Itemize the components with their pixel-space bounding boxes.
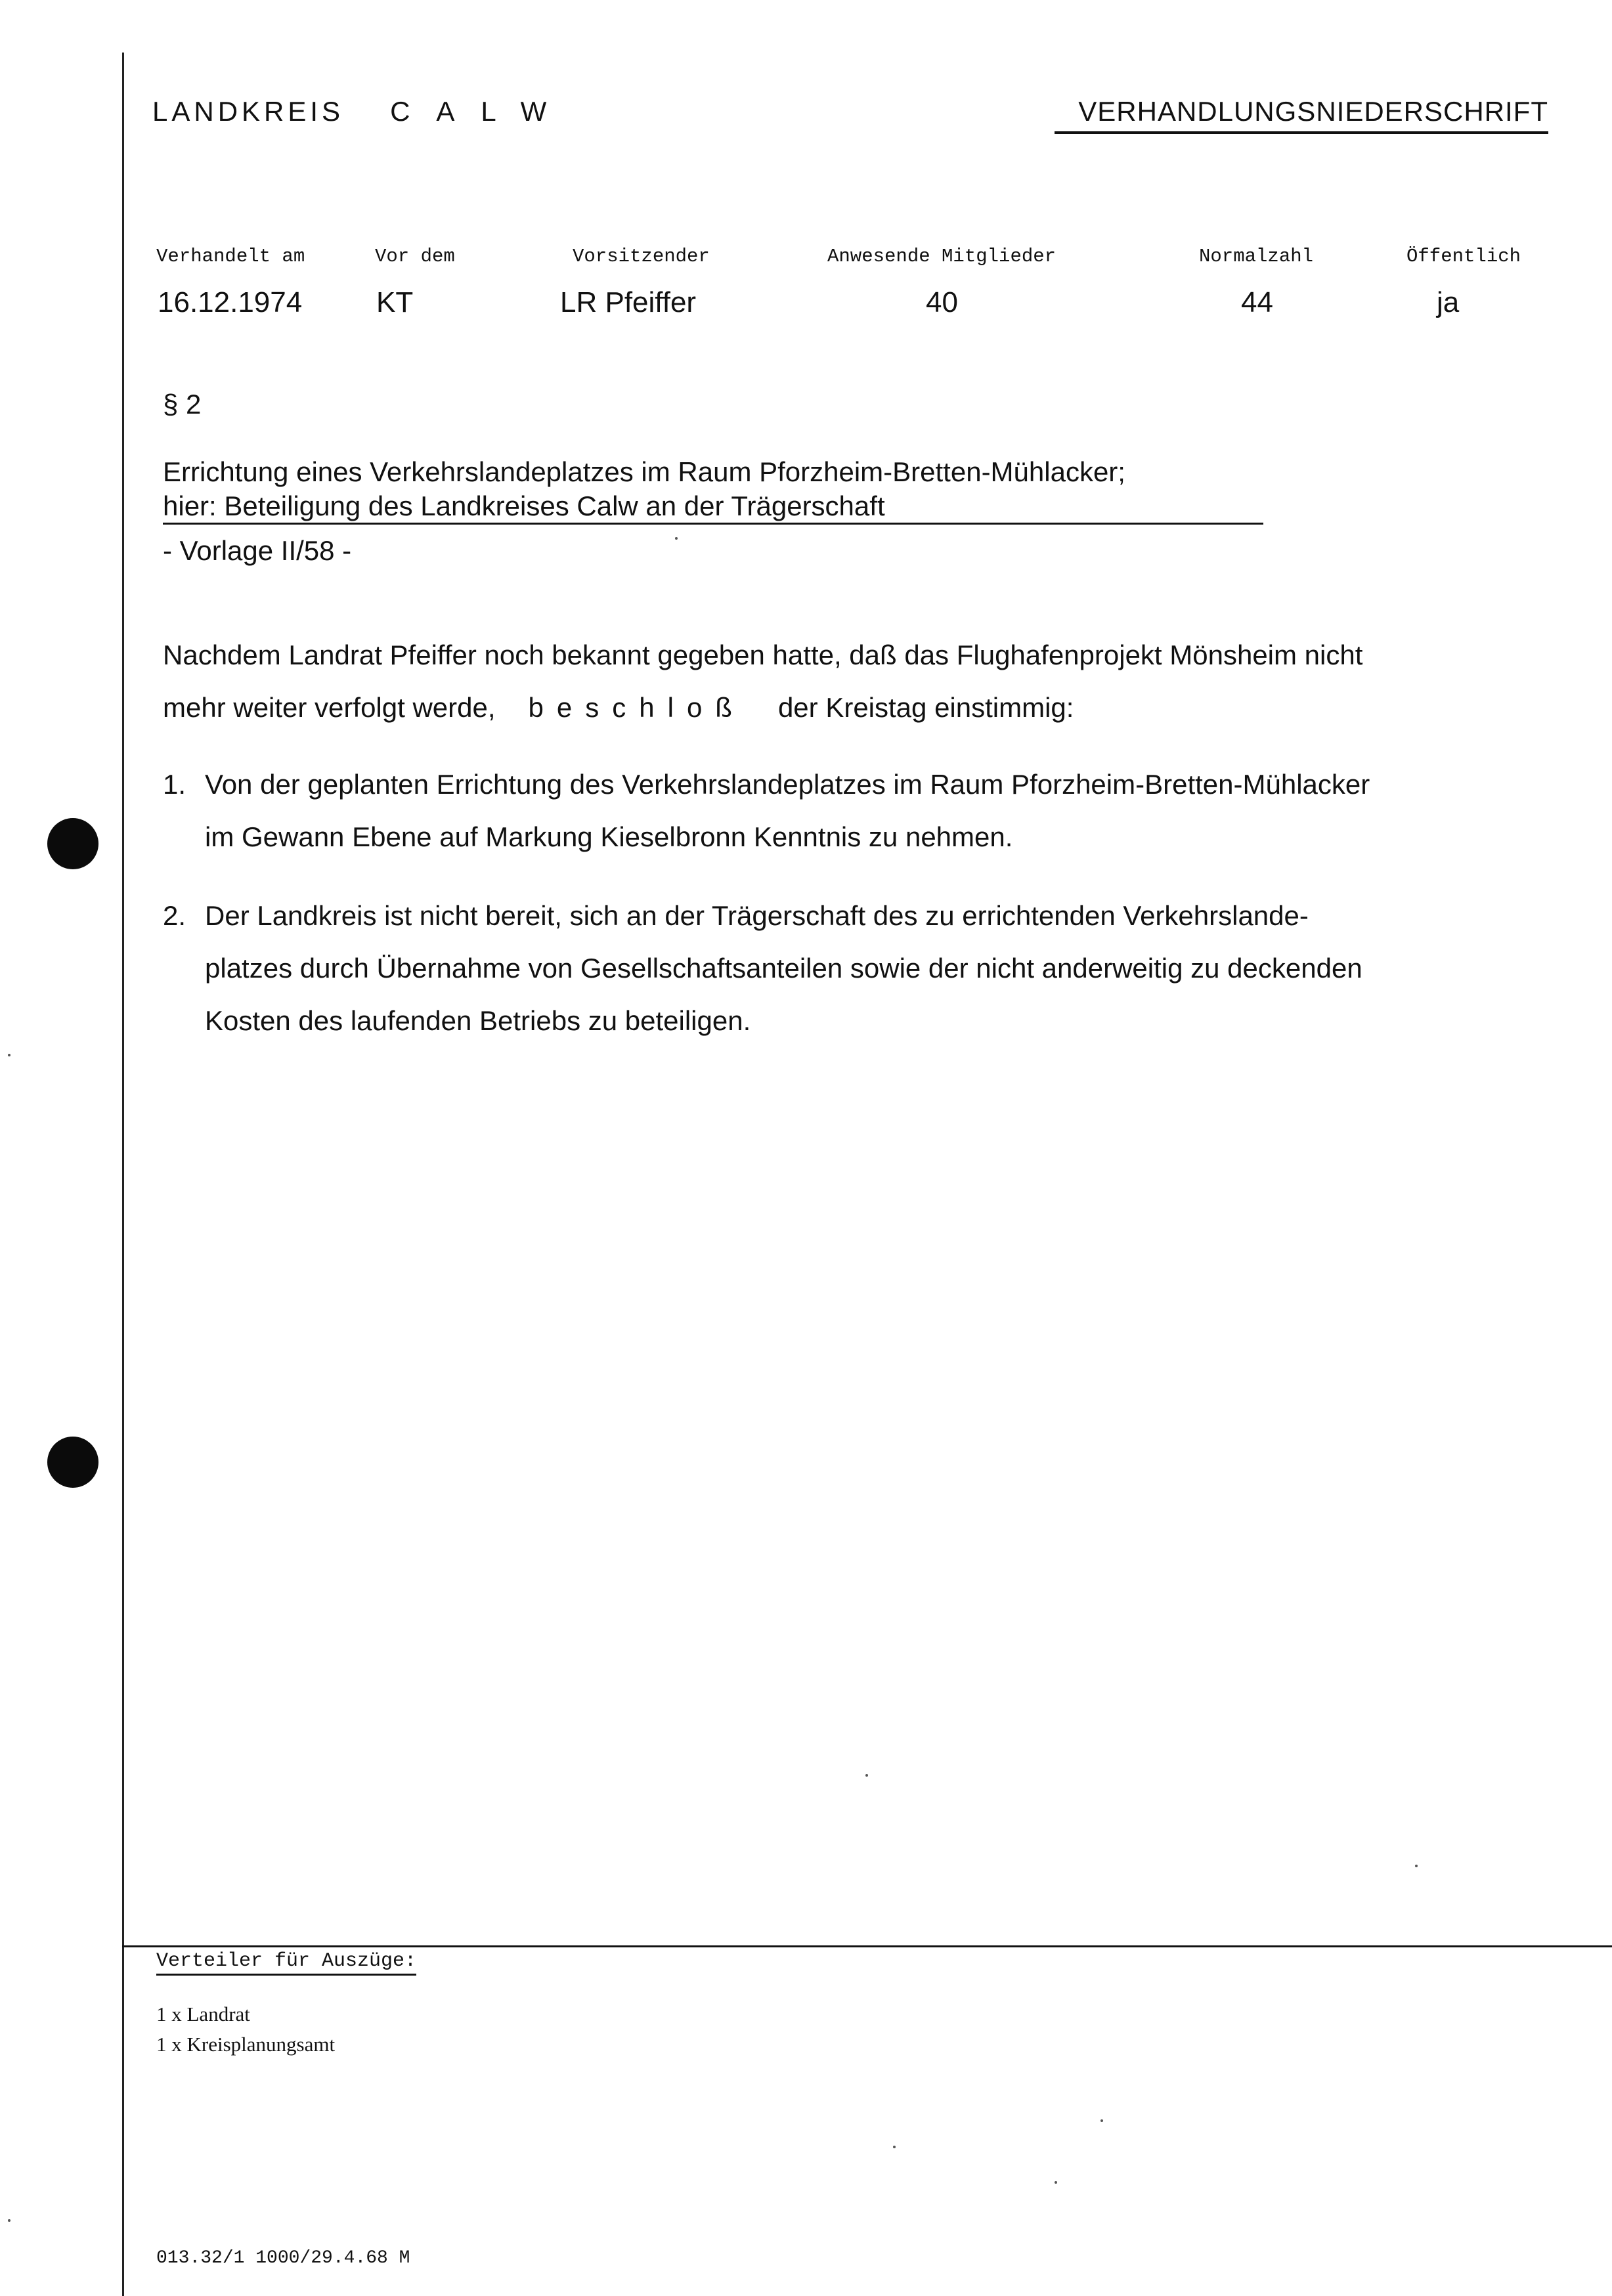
scan-speck [8, 2219, 11, 2222]
organization-name: LANDKREIS [152, 96, 345, 127]
list-item-line: Von der geplanten Errichtung des Verkehrslandeplatzes im Raum Pforzheim-Bretten-Mühlacker [205, 769, 1370, 800]
list-item-number: 1. [163, 769, 186, 800]
meta-value-public: ja [1437, 286, 1460, 318]
meta-label-body: Vor dem [375, 246, 455, 267]
form-code: 013.32/1 1000/29.4.68 M [156, 2248, 410, 2268]
scan-speck [1055, 2181, 1057, 2184]
organization-heading [152, 96, 573, 127]
list-item-line: platzes durch Übernahme von Gesellschaftsanteilen sowie der nicht anderweitig zu deckenden [205, 953, 1362, 984]
meta-value-body: KT [376, 286, 414, 318]
list-item [163, 890, 1548, 1047]
list-item-line: im Gewann Ebene auf Markung Kieselbronn Kenntnis zu nehmen. [205, 821, 1013, 852]
subject-underline [163, 523, 1263, 525]
list-item-number: 2. [163, 900, 186, 931]
agenda-subject [163, 455, 1125, 523]
resolved-keyword: beschloß [528, 692, 745, 723]
document-type: VERHANDLUNGSNIEDERSCHRIFT [1055, 96, 1548, 134]
scan-speck [1100, 2119, 1103, 2122]
meta-label-present: Anwesende Mitglieder [827, 246, 1057, 267]
intro-line-2-end: der Kreistag einstimmig: [777, 692, 1074, 723]
list-item-line: Kosten des laufenden Betriebs zu beteiligen. [205, 1005, 751, 1036]
intro-line-2-start: mehr weiter verfolgt werde, [163, 692, 496, 723]
distribution-title: Verteiler für Auszüge: [156, 1950, 416, 1976]
scan-speck [675, 537, 678, 540]
list-item-line: Der Landkreis ist nicht bereit, sich an der Trägerschaft des zu errichtenden Verkehrslande- [205, 900, 1309, 931]
meta-label-chair: Vorsitzender [573, 246, 710, 267]
vorlage-reference: - Vorlage II/58 - [163, 535, 352, 566]
city-name: CALW [390, 96, 573, 127]
scan-speck [8, 1054, 11, 1056]
list-item [163, 758, 1548, 863]
resolution-list [163, 758, 1548, 1047]
left-margin-rule [122, 53, 124, 2296]
punch-hole-top [47, 818, 98, 869]
subject-line-2: hier: Beteiligung des Landkreises Calw an der Trägerschaft [163, 490, 885, 521]
meta-value-date: 16.12.1974 [158, 286, 303, 318]
distribution-entry: 1 x Landrat [156, 2003, 250, 2025]
subject-line-1: Errichtung eines Verkehrslandeplatzes im Raum Pforzheim-Bretten-Mühlacker; [163, 456, 1125, 487]
distribution-entry: 1 x Kreisplanungsamt [156, 2033, 336, 2056]
scan-speck [893, 2146, 896, 2148]
scan-speck [1415, 1865, 1418, 1867]
meta-label-date: Verhandelt am [156, 246, 305, 267]
intro-line-1: Nachdem Landrat Pfeiffer noch bekannt gegeben hatte, daß das Flughafenprojekt Mönsheim nicht [163, 639, 1363, 670]
section-number: § 2 [163, 389, 202, 420]
resolution-intro [163, 629, 1548, 734]
meta-value-chair: LR Pfeiffer [560, 286, 697, 318]
meta-value-normal: 44 [1241, 286, 1273, 318]
meta-label-public: Öffentlich [1406, 246, 1521, 267]
meta-value-present: 40 [926, 286, 958, 318]
meta-label-normal: Normalzahl [1199, 246, 1314, 267]
punch-hole-bottom [47, 1437, 98, 1488]
intro-line-2 [163, 682, 1548, 734]
footer-rule [122, 1945, 1612, 1947]
scan-speck [865, 1774, 868, 1777]
